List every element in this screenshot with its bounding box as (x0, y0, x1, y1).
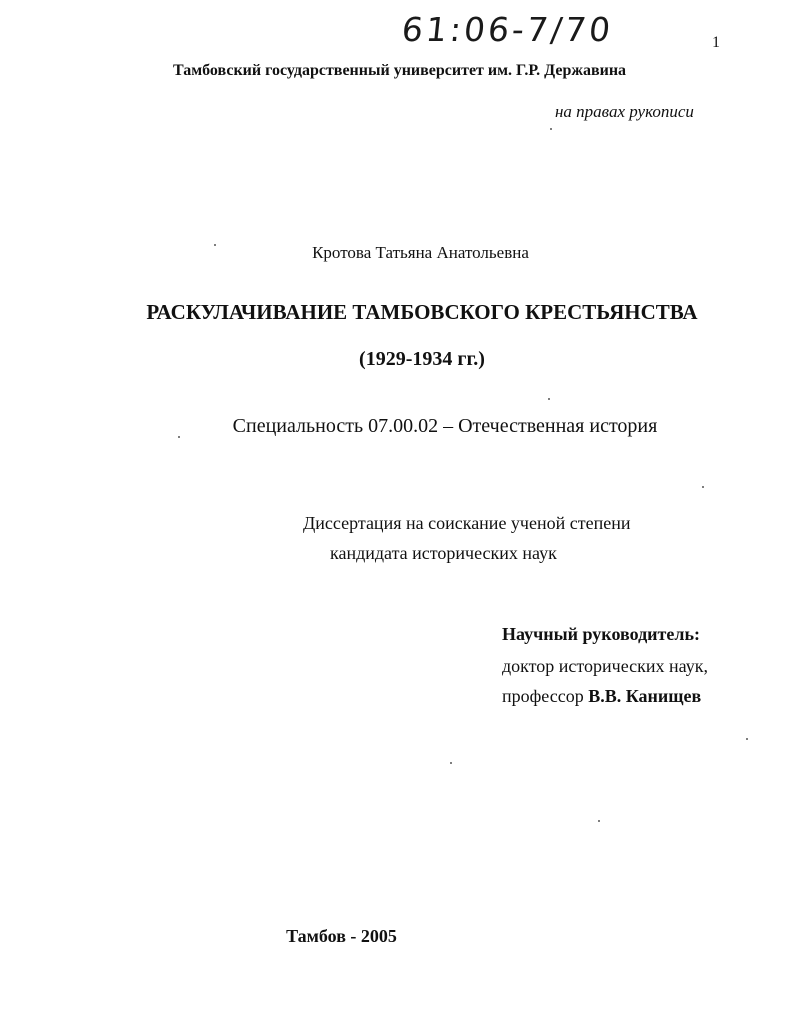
university-name: Тамбовский государственный университет им. Г.Р. Державина (172, 62, 627, 79)
supervisor-name-line (502, 686, 701, 707)
dissertation-degree-line1: Диссертация на соискание ученой степени (303, 513, 631, 533)
manuscript-note: на правах рукописи (555, 102, 694, 121)
dissertation-degree-line2: кандидата исторических наук (330, 543, 557, 563)
scan-speck (214, 244, 216, 246)
place-and-year: Тамбов - 2005 (286, 926, 397, 946)
scan-speck (598, 820, 600, 822)
scan-speck (450, 762, 452, 764)
scan-speck (178, 436, 180, 438)
supervisor-label: Научный руководитель: (502, 624, 700, 644)
dissertation-years: (1929-1934 гг.) (359, 348, 485, 370)
scan-speck (550, 128, 552, 130)
supervisor-position: профессор (502, 686, 584, 706)
supervisor-name: В.В. Канищев (588, 686, 702, 706)
handwritten-archive-code: 61:06-7/70 (399, 10, 616, 49)
scan-speck (548, 398, 550, 400)
supervisor-degree: доктор исторических наук, (502, 656, 708, 676)
scan-speck (702, 486, 704, 488)
page-number: 1 (712, 34, 720, 51)
specialty: Специальность 07.00.02 – Отечественная история (232, 415, 658, 437)
dissertation-title: РАСКУЛАЧИВАНИЕ ТАМБОВСКОГО КРЕСТЬЯНСТВА (146, 300, 698, 324)
scan-speck (746, 738, 748, 740)
author-name: Кротова Татьяна Анатольевна (312, 243, 529, 262)
